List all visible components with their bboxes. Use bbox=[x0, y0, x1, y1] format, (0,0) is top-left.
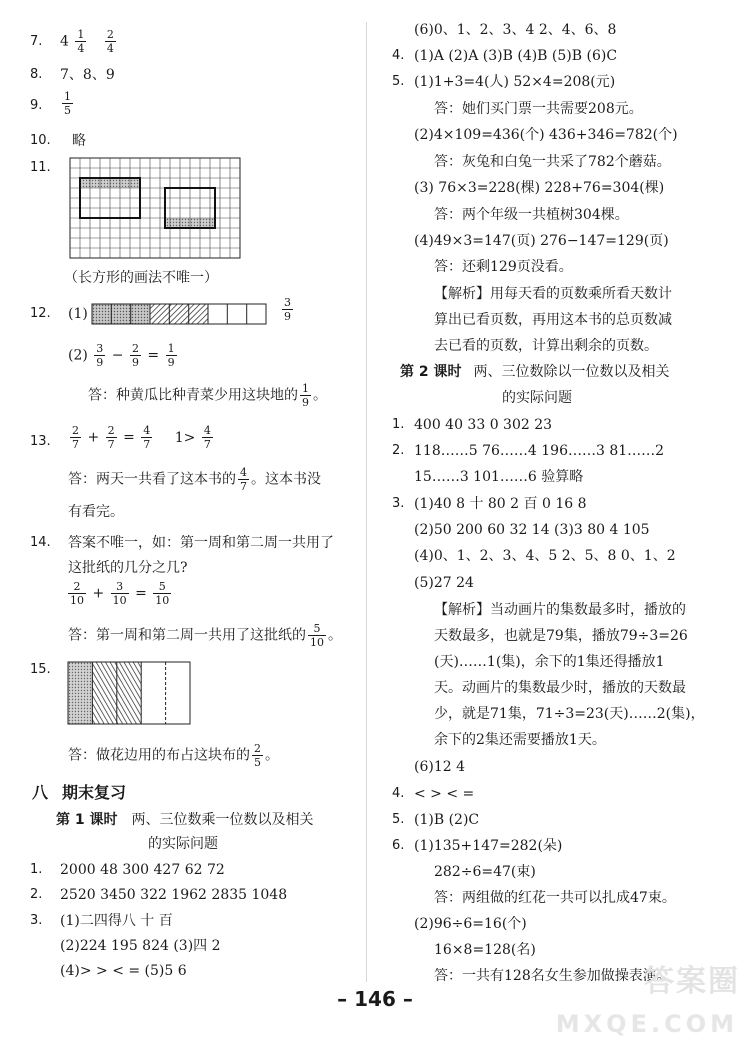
r2-line-14: (6)12 4 bbox=[414, 759, 466, 775]
r2-line-3: 15……3 101……6 验算略 bbox=[414, 469, 584, 485]
r-line-4: 答：她们买门票一共需要208元。 bbox=[434, 101, 643, 117]
q12-side-fraction: $\frac{3}{9}$ bbox=[284, 296, 291, 323]
q13-equation: $\frac{2}{7}$ + $\frac{2}{7}$ = $\frac{4}{7}$ 1> $\frac{4}{7}$ bbox=[72, 424, 211, 451]
r2-line-12: 少，就是71集，71÷3=23(天)……2(集)， bbox=[434, 706, 705, 722]
q14-text-line-1: 答案不唯一，如：第一周和第二周一共用了 bbox=[68, 535, 334, 551]
r2-line-16: (1)B (2)C bbox=[414, 812, 480, 828]
q8-number: 8. bbox=[30, 67, 43, 82]
r2-line-5: (2)50 200 60 32 14 (3)3 80 4 105 bbox=[414, 522, 650, 538]
l1-item-2-number: 2. bbox=[30, 887, 43, 902]
q10-number: 10. bbox=[30, 133, 51, 148]
q13-answer-line-2: 有看完。 bbox=[68, 504, 124, 520]
q7-number: 7. bbox=[30, 34, 43, 49]
column-divider bbox=[366, 22, 367, 982]
l1-item-1-number: 1. bbox=[30, 862, 43, 877]
q11-grid-figure bbox=[70, 158, 242, 261]
l1-item-3: (1)二四得八 十 百 bbox=[60, 913, 173, 929]
r2-line-22: 答：一共有128名女生参加做操表演。 bbox=[434, 968, 671, 984]
r-line-2-number: 4. bbox=[392, 48, 405, 63]
r-line-6: 答：灰兔和白兔一共采了782个蘑菇。 bbox=[434, 154, 671, 170]
q15-number: 15. bbox=[30, 662, 51, 677]
r2-line-4-number: 3. bbox=[392, 496, 405, 511]
r-line-2: (1)A (2)A (3)B (4)B (5)B (6)C bbox=[414, 48, 618, 64]
r2-line-20: (2)96÷6=16(个) bbox=[414, 916, 527, 932]
q14-answer: 答：第一周和第二周一共用了这批纸的 $\frac{5}{10}$ 。 bbox=[68, 622, 342, 649]
r-line-8: 答：两个年级一共植树304棵。 bbox=[434, 207, 629, 223]
r2-line-18: 282÷6=47(束) bbox=[434, 864, 536, 880]
r-line-11: 【解析】用每天看的页数乘所看天数计 bbox=[434, 286, 672, 302]
r-line-10: 答：还剩129页没看。 bbox=[434, 259, 573, 275]
r2-line-1-number: 1. bbox=[392, 417, 405, 432]
q8-answer: 7、8、9 bbox=[60, 67, 115, 83]
r2-line-10: (天)……1(集)，余下的1集还得播放1 bbox=[434, 654, 665, 670]
q12-strip-figure bbox=[92, 304, 268, 326]
r2-line-13: 余下的2集还需要播放1天。 bbox=[434, 732, 606, 748]
r-line-9: (4)49×3=147(页) 276−147=129(页) bbox=[414, 233, 669, 249]
r-line-3-number: 5. bbox=[392, 74, 405, 89]
r-line-5: (2)4×109=436(个) 436+346=782(个) bbox=[414, 127, 678, 143]
q7-fraction-2: $\frac{2}{4}$ bbox=[106, 28, 114, 55]
l1-item-1: 2000 48 300 427 62 72 bbox=[60, 862, 225, 878]
r2-line-2: 118……5 76……4 196……3 81……2 bbox=[414, 443, 665, 459]
section-heading: 八 期末复习 bbox=[32, 783, 127, 802]
q12-number: 12. bbox=[30, 306, 51, 321]
q7-fraction-1: $\frac{1}{4}$ bbox=[77, 28, 85, 55]
r2-line-8: 【解析】当动画片的集数最多时，播放的 bbox=[434, 602, 686, 618]
l1-item-3c: (4)> > < = (5)5 6 bbox=[60, 963, 187, 979]
r2-line-1: 400 40 33 0 302 23 bbox=[414, 417, 553, 433]
q15-cloth-figure bbox=[68, 662, 192, 726]
r2-line-11: 天。动画片的集数最少时，播放的天数最 bbox=[434, 680, 686, 696]
lesson-2-heading: 第 2 课时 两、三位数除以一位数以及相关 bbox=[400, 364, 670, 380]
r2-line-17: (1)135+147=282(朵) bbox=[414, 838, 563, 854]
q14-equation: $\frac{2}{10}$ + $\frac{3}{10}$ = $\frac{5}{10}$ bbox=[70, 580, 170, 607]
q12-answer: 答：种黄瓜比种青菜少用这块地的 $\frac{1}{9}$ 。 bbox=[88, 382, 327, 409]
q7-answer: 4 $\frac{1}{4}$ $\frac{2}{4}$ bbox=[60, 28, 114, 55]
q13-answer-line-1: 答：两天一共看了这本书的 $\frac{4}{7}$ 。这本书没 bbox=[68, 466, 321, 493]
q12-part1-label: (1) bbox=[68, 306, 88, 322]
r2-line-2-number: 2. bbox=[392, 443, 405, 458]
lesson-1-heading: 第 1 课时 两、三位数乘一位数以及相关 bbox=[56, 812, 314, 828]
r-line-3: (1)1+3=4(人) 52×4=208(元) bbox=[414, 74, 616, 90]
q11-number: 11. bbox=[30, 160, 51, 175]
r-line-7: (3) 76×3=228(棵) 228+76=304(棵) bbox=[414, 180, 665, 196]
page-number: – 146 – bbox=[337, 987, 413, 1011]
q15-answer: 答：做花边用的布占这块布的 $\frac{2}{5}$ 。 bbox=[68, 742, 279, 769]
r2-line-9: 天数最多，也就是79集，播放79÷3=26 bbox=[434, 628, 688, 644]
r2-line-16-number: 5. bbox=[392, 812, 405, 827]
r2-line-17-number: 6. bbox=[392, 838, 405, 853]
r2-line-6: (4)0、1、2、3、4、5 2、5、8 0、1、2 bbox=[414, 548, 676, 564]
q14-text-line-2: 这批纸的几分之几? bbox=[68, 560, 188, 576]
q14-number: 14. bbox=[30, 535, 51, 550]
r-line-1: (6)0、1、2、3、4 2、4、6、8 bbox=[414, 22, 617, 38]
lesson-1-heading-line-2: 的实际问题 bbox=[148, 836, 218, 852]
q11-note: （长方形的画法不唯一） bbox=[64, 270, 218, 286]
q12-part2-equation: (2) $\frac{3}{9}$ − $\frac{2}{9}$ = $\frac{1}{9}$ bbox=[68, 342, 175, 369]
lesson-2-heading-line-2: 的实际问题 bbox=[502, 390, 572, 406]
q13-number: 13. bbox=[30, 434, 51, 449]
l1-item-2: 2520 3450 322 1962 2835 1048 bbox=[60, 887, 288, 903]
r2-line-15-number: 4. bbox=[392, 786, 405, 801]
r2-line-19: 答：两组做的红花一共可以扎成47束。 bbox=[434, 890, 676, 906]
r-line-12: 算出已看页数，再用这本书的总页数减 bbox=[434, 312, 672, 328]
q9-fraction: $\frac{1}{5}$ bbox=[64, 90, 71, 117]
q9-answer bbox=[60, 90, 75, 117]
watermark-logo: 答案圈 bbox=[644, 964, 740, 999]
q9-number: 9. bbox=[30, 98, 43, 113]
r2-line-7: (5)27 24 bbox=[414, 575, 474, 591]
q10-answer: 略 bbox=[72, 133, 86, 149]
r2-line-15: < > < = bbox=[414, 786, 475, 802]
l1-item-3-number: 3. bbox=[30, 913, 43, 928]
r-line-13: 去已看的页数，计算出剩余的页数。 bbox=[434, 338, 658, 354]
r2-line-21: 16×8=128(名) bbox=[434, 942, 536, 958]
r2-line-4: (1)40 8 十 80 2 百 0 16 8 bbox=[414, 496, 587, 512]
watermark-url: MXQE.COM bbox=[555, 1010, 738, 1038]
l1-item-3b: (2)224 195 824 (3)四 2 bbox=[60, 938, 221, 954]
